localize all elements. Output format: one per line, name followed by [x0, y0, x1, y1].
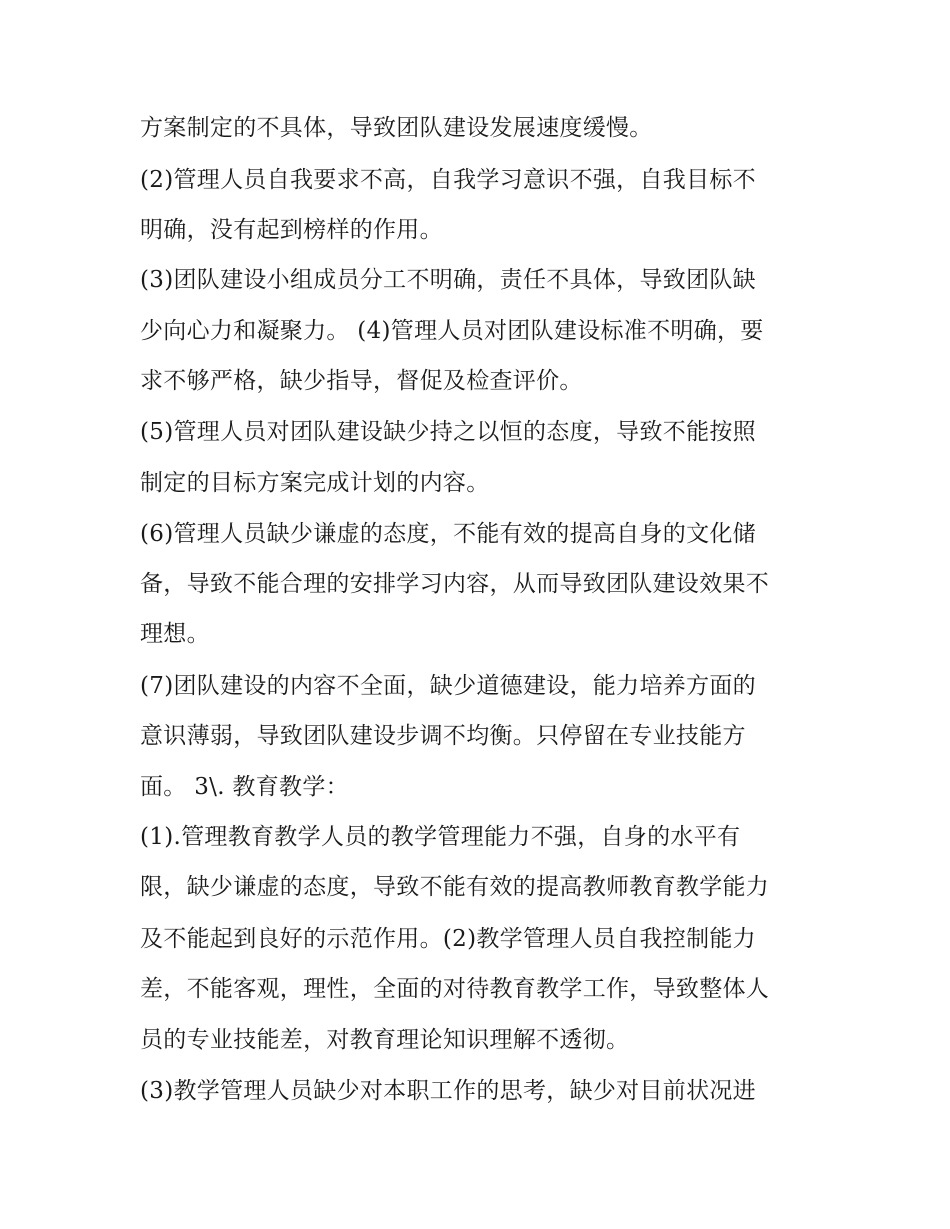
text-line: 差，不能客观，理性，全面的对待教育教学工作，导致整体人	[140, 976, 770, 1002]
text-line: 员的专业技能差，对教育理论知识理解不透彻。	[140, 1027, 630, 1053]
text-line: 少向心力和凝聚力。 (4)管理人员对团队建设标准不明确，要	[140, 318, 764, 344]
text-line: (3)教学管理人员缺少对本职工作的思考，缺少对目前状况进	[140, 1078, 756, 1104]
text-line: (2)管理人员自我要求不高，自我学习意识不强，自我目标不	[140, 167, 756, 193]
text-line: (3)团队建设小组成员分工不明确，责任不具体，导致团队缺	[140, 267, 756, 293]
text-line: 制定的目标方案完成计划的内容。	[140, 470, 490, 496]
text-line: 方案制定的不具体，导致团队建设发展速度缓慢。	[140, 115, 653, 141]
text-line: 理想。	[140, 621, 210, 647]
text-line: 备，导致不能合理的安排学习内容，从而导致团队建设效果不	[140, 571, 770, 597]
text-line: (5)管理人员对团队建设缺少持之以恒的态度，导致不能按照	[140, 419, 756, 445]
text-line: (7)团队建设的内容不全面，缺少道德建设，能力培养方面的	[140, 673, 756, 699]
text-line: 意识薄弱，导致团队建设步调不均衡。只停留在专业技能方	[140, 723, 746, 749]
text-line: 面。 3\. 教育教学：	[140, 774, 349, 800]
text-line: 求不够严格，缺少指导，督促及检查评价。	[140, 368, 583, 394]
text-line: (6)管理人员缺少谦虚的态度，不能有效的提高自身的文化储	[140, 521, 756, 547]
text-line: (1).管理教育教学人员的教学管理能力不强，自身的水平有	[140, 824, 741, 850]
text-line: 及不能起到良好的示范作用。(2)教学管理人员自我控制能力	[140, 926, 756, 952]
text-line: 明确，没有起到榜样的作用。	[140, 217, 443, 243]
text-line: 限，缺少谦虚的态度，导致不能有效的提高教师教育教学能力	[140, 874, 770, 900]
